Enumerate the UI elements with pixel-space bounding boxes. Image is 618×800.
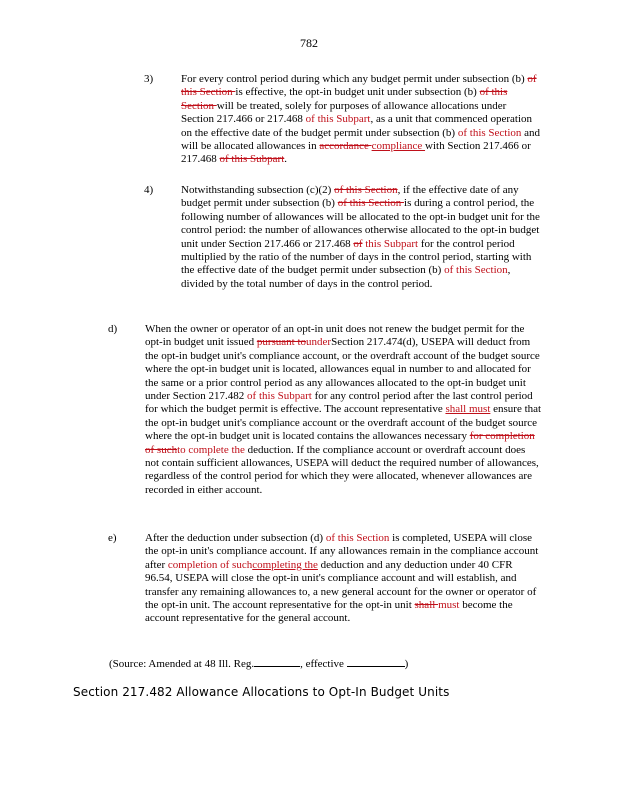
source-note <box>109 656 539 671</box>
item-e-label: e) <box>108 532 117 544</box>
inserted-text: of this Subpart <box>305 113 371 126</box>
text-run: become the account representative for the general account. <box>145 599 513 625</box>
inserted-underlined-text: shall must <box>445 403 491 416</box>
text-run: is completed, USEPA will close the opt-in unit's compliance account. If any allowances remain in the compliance account after <box>145 532 539 571</box>
item-e-text <box>145 532 542 626</box>
text-run: deduction and any deduction under 40 CFR 96.54, USEPA will close the opt-in unit's compliance account and will establish, and transfer any remaining allowances to, a new general account for the owner or operator of the opt-in unit. The account representative for the opt-in unit <box>145 558 537 612</box>
item-3-text <box>181 73 542 167</box>
text-run: for any control period after the last control period for which the budget permit is effective. The account representative <box>145 390 533 416</box>
inserted-text: completion of such <box>167 558 253 571</box>
inserted-text: must <box>438 599 460 612</box>
text-run: . <box>284 153 288 166</box>
deleted-text: of this Section <box>181 86 508 112</box>
section-heading: Section 217.482 Allowance Allocations to Opt-In Budget Units <box>73 685 450 699</box>
text-run: After the deduction under subsection (d) <box>145 532 326 544</box>
text-run: When the owner or operator of an opt-in unit does not renew the budget permit for the opt-in budget unit issued <box>145 323 525 349</box>
text-run: Notwithstanding subsection (c)(2) <box>181 184 335 196</box>
inserted-text: to complete the <box>177 443 245 456</box>
deleted-text: of this Section <box>337 197 405 210</box>
item-d-text <box>145 323 542 497</box>
deleted-text: accordance <box>319 140 372 153</box>
item-d-label: d) <box>108 323 118 335</box>
text-run: is effective, the opt-in budget unit under subsection (b) <box>235 86 480 99</box>
inserted-text: of this Section <box>325 532 390 544</box>
effective-date-blank <box>347 656 405 667</box>
source-suffix: ) <box>404 658 409 670</box>
deleted-text: shall <box>414 599 439 612</box>
inserted-text: this Subpart <box>362 237 419 250</box>
text-run: is during a control period, the following number of allowances will be allocated to the opt-in budget unit for the control period: the number of allowances otherwise allocated to the opt-in budget unit under Section 217.466 or 217.468 <box>181 197 540 250</box>
text-run: Section 217.474(d), USEPA will deduct from the opt-in budget unit's compliance account, or the overdraft account of the budget source where the opt-in budget unit is located, allowances equal in number to and allocated for the same or a prior control period as any allowances allocated to the opt-in budget unit under Section 217.482 <box>145 336 540 403</box>
item-4-label: 4) <box>144 184 154 196</box>
inserted-text: of this Section <box>444 264 508 277</box>
register-blank <box>254 656 300 667</box>
source-prefix: (Source: Amended at 48 Ill. Reg. <box>109 658 255 670</box>
source-middle: , effective <box>300 658 347 670</box>
text-run: deduction. If the compliance account or overdraft account does not contain sufficient allowances, USEPA will deduct the required number of allowances, regardless of the control period for which they were allocated, whenever allowances are recorded in either account. <box>145 443 539 496</box>
text-run: , divided by the total number of days in the control period. <box>181 264 511 290</box>
text-run: , as a unit that commenced operation on the effective date of the budget permit under subsection (b) <box>181 113 533 139</box>
text-run: for the control period multiplied by the ratio of the number of days in the control period, starting with the effective date of the budget permit under subsection (b) <box>181 237 532 277</box>
page-number: 782 <box>300 36 318 50</box>
deleted-text: of <box>353 237 363 250</box>
inserted-text: under <box>306 336 332 349</box>
deleted-text: of this Section <box>334 184 398 196</box>
text-run: For every control period during which any budget permit under subsection (b) <box>181 73 528 85</box>
deleted-text: pursuant to <box>256 336 307 349</box>
inserted-text: of this Subpart <box>247 390 312 403</box>
text-run: and will be allocated allowances in <box>181 126 541 153</box>
text-run: with Section 217.466 or 217.468 <box>181 140 531 166</box>
inserted-underlined-text: completing the <box>252 558 318 571</box>
inserted-underlined-text: compliance <box>371 140 426 153</box>
deleted-text: for completion of such <box>145 430 535 456</box>
item-4-text <box>181 184 542 291</box>
item-3-label: 3) <box>144 73 154 85</box>
text-run: will be treated, solely for purposes of allowance allocations under Section 217.466 or 217.468 <box>181 99 507 126</box>
deleted-text: of this Subpart <box>219 153 285 166</box>
inserted-text: of this Section <box>457 126 522 139</box>
text-run: ensure that the opt-in budget unit's compliance account or the overdraft account of the budget source where the opt-in budget unit is located contains the allowances necessary <box>145 403 542 443</box>
text-run: , if the effective date of any budget permit under subsection (b) <box>181 184 519 210</box>
deleted-text: of this Section <box>181 73 537 99</box>
